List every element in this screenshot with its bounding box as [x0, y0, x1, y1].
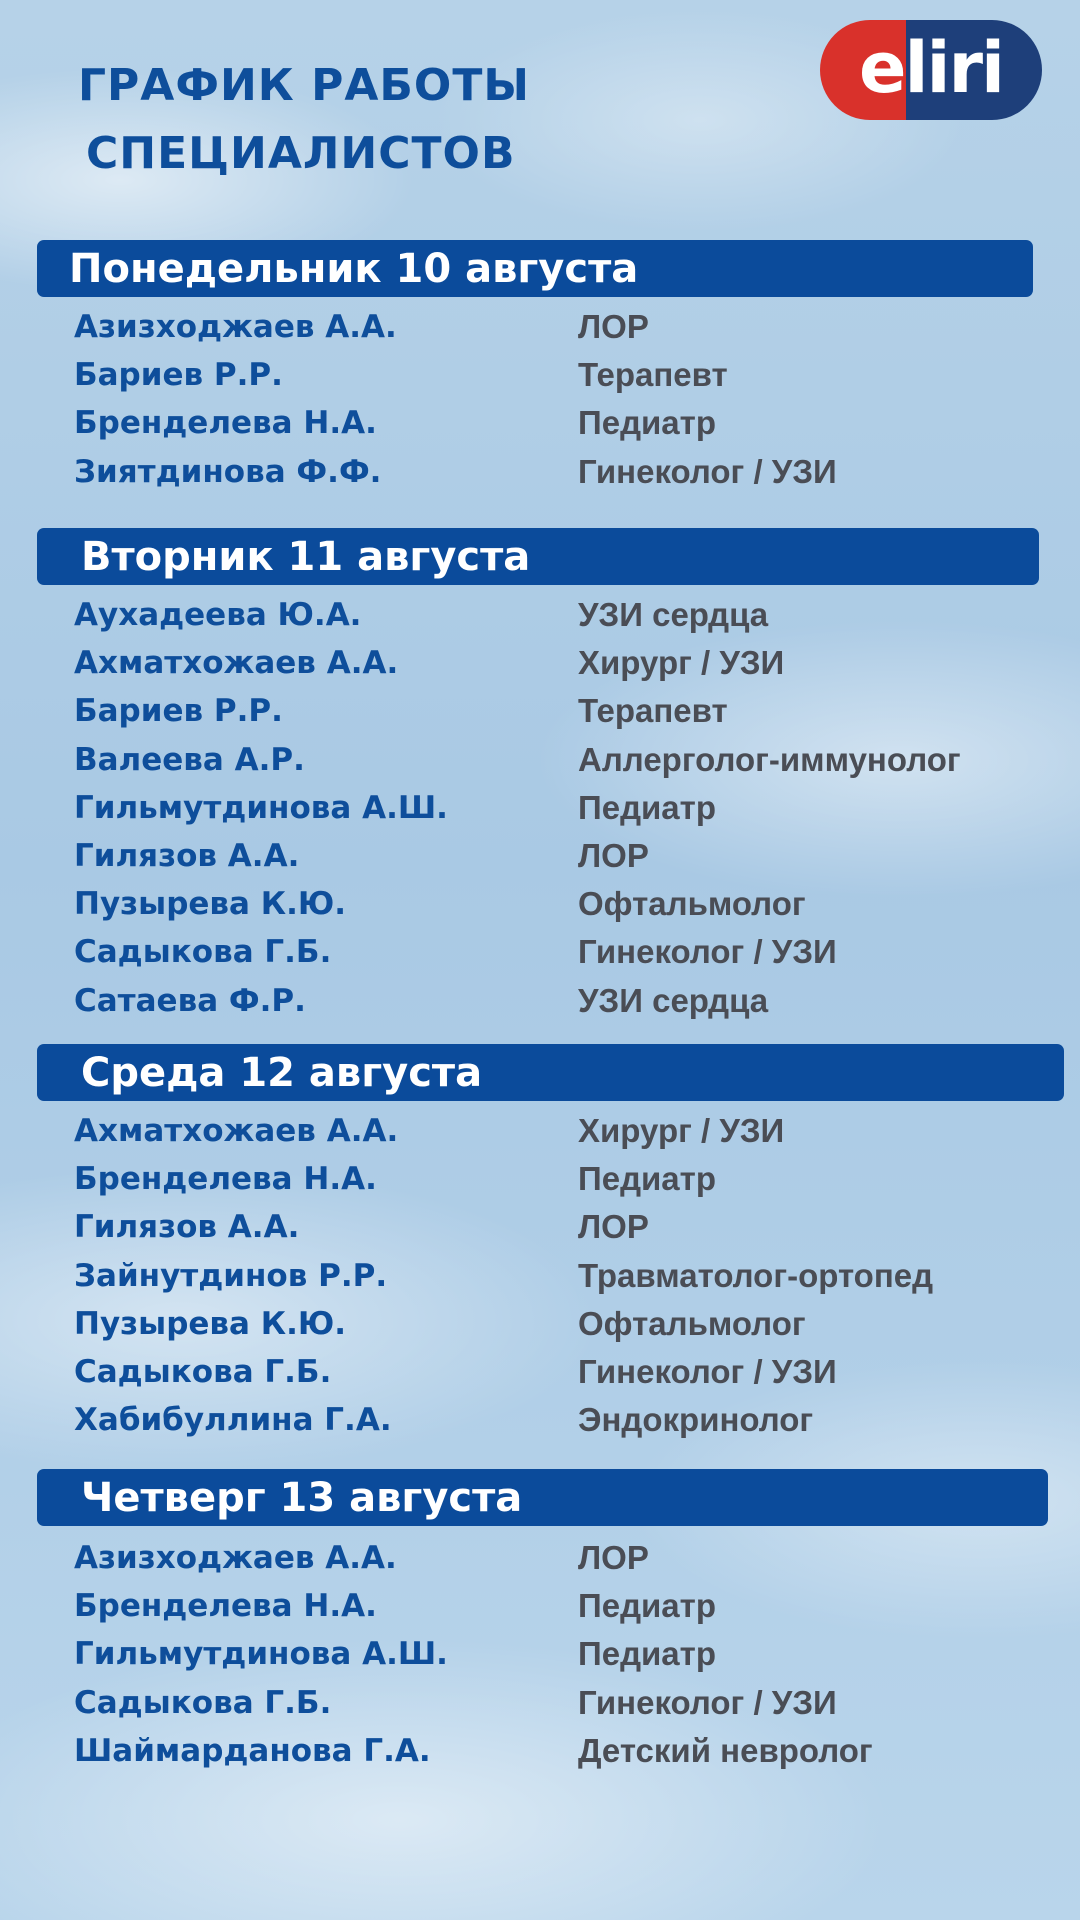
doctor-specialty: УЗИ сердца: [578, 981, 769, 1019]
schedule-row: [37, 639, 1039, 687]
doctor-specialty: Педиатр: [578, 1160, 716, 1198]
schedule-row: [37, 1155, 1064, 1203]
doctor-specialty: Детский невролог: [578, 1731, 873, 1769]
schedule-list: [37, 1107, 1064, 1444]
doctor-name: Пузырева К.Ю.: [74, 1305, 347, 1342]
doctor-specialty: ЛОР: [578, 308, 649, 345]
schedule-row: [37, 1582, 1048, 1630]
schedule-row: [37, 591, 1039, 639]
eliri-logo: [820, 20, 1042, 120]
schedule-row: [37, 1252, 1064, 1300]
schedule-row: [37, 928, 1039, 976]
doctor-name: Бренделева Н.А.: [74, 405, 377, 442]
doctor-specialty: Педиатр: [578, 1587, 716, 1625]
day-header: Среда 12 августа: [37, 1044, 1064, 1101]
schedule-row: [37, 1534, 1048, 1582]
doctor-specialty: Эндокринолог: [578, 1401, 814, 1439]
schedule-row: [37, 399, 1033, 447]
doctor-name: Зайнутдинов Р.Р.: [74, 1257, 388, 1294]
day-header: Вторник 11 августа: [37, 528, 1039, 585]
day-section-thursday: [37, 1469, 1048, 1775]
doctor-specialty: Гинеколог / УЗИ: [578, 452, 837, 490]
doctor-name: Аухадеева Ю.А.: [74, 597, 362, 633]
doctor-name: Садыкова Г.Б.: [74, 934, 332, 971]
doctor-specialty: Педиатр: [578, 404, 716, 442]
day-header: Четверг 13 августа: [37, 1469, 1048, 1526]
doctor-specialty: Хирург / УЗИ: [578, 1112, 785, 1149]
doctor-name: Сатаева Ф.Р.: [74, 982, 306, 1019]
schedule-row: [37, 1727, 1048, 1775]
doctor-name: Садыкова Г.Б.: [74, 1684, 332, 1721]
schedule-list: [37, 303, 1033, 496]
schedule-row: [37, 977, 1039, 1025]
schedule-row: [37, 832, 1039, 880]
schedule-row: [37, 1679, 1048, 1727]
doctor-specialty: Гинеколог / УЗИ: [578, 1683, 837, 1721]
schedule-row: [37, 880, 1039, 928]
day-section-tuesday: [37, 528, 1039, 1025]
title-line-2: СПЕЦИАЛИСТОВ: [86, 128, 516, 179]
doctor-specialty: Гинеколог / УЗИ: [578, 1352, 837, 1390]
doctor-name: Гилязов А.А.: [74, 1209, 300, 1246]
doctor-specialty: Терапевт: [578, 356, 728, 394]
doctor-name: Ахматхожаев А.А.: [74, 1113, 399, 1149]
schedule-row: [37, 351, 1033, 399]
doctor-specialty: Терапевт: [578, 692, 728, 730]
doctor-name: Бренделева Н.А.: [74, 1161, 377, 1198]
day-section-wednesday: [37, 1044, 1064, 1444]
schedule-row: [37, 1203, 1064, 1251]
doctor-specialty: Аллерголог-иммунолог: [578, 740, 961, 778]
page-title: [78, 52, 530, 188]
doctor-name: Гильмутдинова А.Ш.: [74, 789, 448, 826]
schedule-row: [37, 687, 1039, 735]
doctor-name: Пузырева К.Ю.: [74, 886, 347, 923]
schedule-list: [37, 1534, 1048, 1775]
schedule-row: [37, 448, 1033, 496]
doctor-specialty: Хирург / УЗИ: [578, 644, 785, 682]
schedule-row: [37, 1348, 1064, 1396]
doctor-name: Валеева А.Р.: [74, 741, 305, 778]
title-line-1: ГРАФИК РАБОТЫ: [78, 60, 530, 111]
doctor-name: Гилязов А.А.: [74, 837, 300, 874]
doctor-name: Гильмутдинова А.Ш.: [74, 1636, 448, 1673]
schedule-row: [37, 784, 1039, 832]
doctor-name: Бариев Р.Р.: [74, 693, 283, 730]
doctor-specialty: УЗИ сердца: [578, 596, 769, 633]
schedule-row: [37, 303, 1033, 351]
schedule-row: [37, 736, 1039, 784]
doctor-name: Зиятдинова Ф.Ф.: [74, 453, 382, 490]
doctor-name: Садыкова Г.Б.: [74, 1353, 332, 1390]
schedule-row: [37, 1300, 1064, 1348]
doctor-name: Азизходжаев А.А.: [74, 1540, 397, 1576]
schedule-row: [37, 1396, 1064, 1444]
day-header: Понедельник 10 августа: [37, 240, 1033, 297]
doctor-specialty: Травматолог-ортопед: [578, 1256, 934, 1294]
doctor-name: Шаймарданова Г.А.: [74, 1732, 431, 1769]
doctor-specialty: ЛОР: [578, 1208, 649, 1246]
doctor-name: Хабибуллина Г.А.: [74, 1402, 392, 1439]
doctor-name: Бариев Р.Р.: [74, 357, 283, 394]
doctor-specialty: ЛОР: [578, 836, 649, 874]
doctor-specialty: ЛОР: [578, 1539, 649, 1576]
schedule-row: [37, 1630, 1048, 1678]
doctor-name: Бренделева Н.А.: [74, 1588, 377, 1625]
doctor-name: Ахматхожаев А.А.: [74, 645, 399, 682]
doctor-specialty: Офтальмолог: [578, 1304, 806, 1342]
logo-text: eliri: [859, 27, 1003, 109]
doctor-specialty: Гинеколог / УЗИ: [578, 933, 837, 971]
doctor-specialty: Педиатр: [578, 788, 716, 826]
schedule-list: [37, 591, 1039, 1025]
doctor-name: Азизходжаев А.А.: [74, 309, 397, 345]
doctor-specialty: Педиатр: [578, 1635, 716, 1673]
doctor-specialty: Офтальмолог: [578, 885, 806, 923]
schedule-row: [37, 1107, 1064, 1155]
day-section-monday: [37, 240, 1033, 496]
